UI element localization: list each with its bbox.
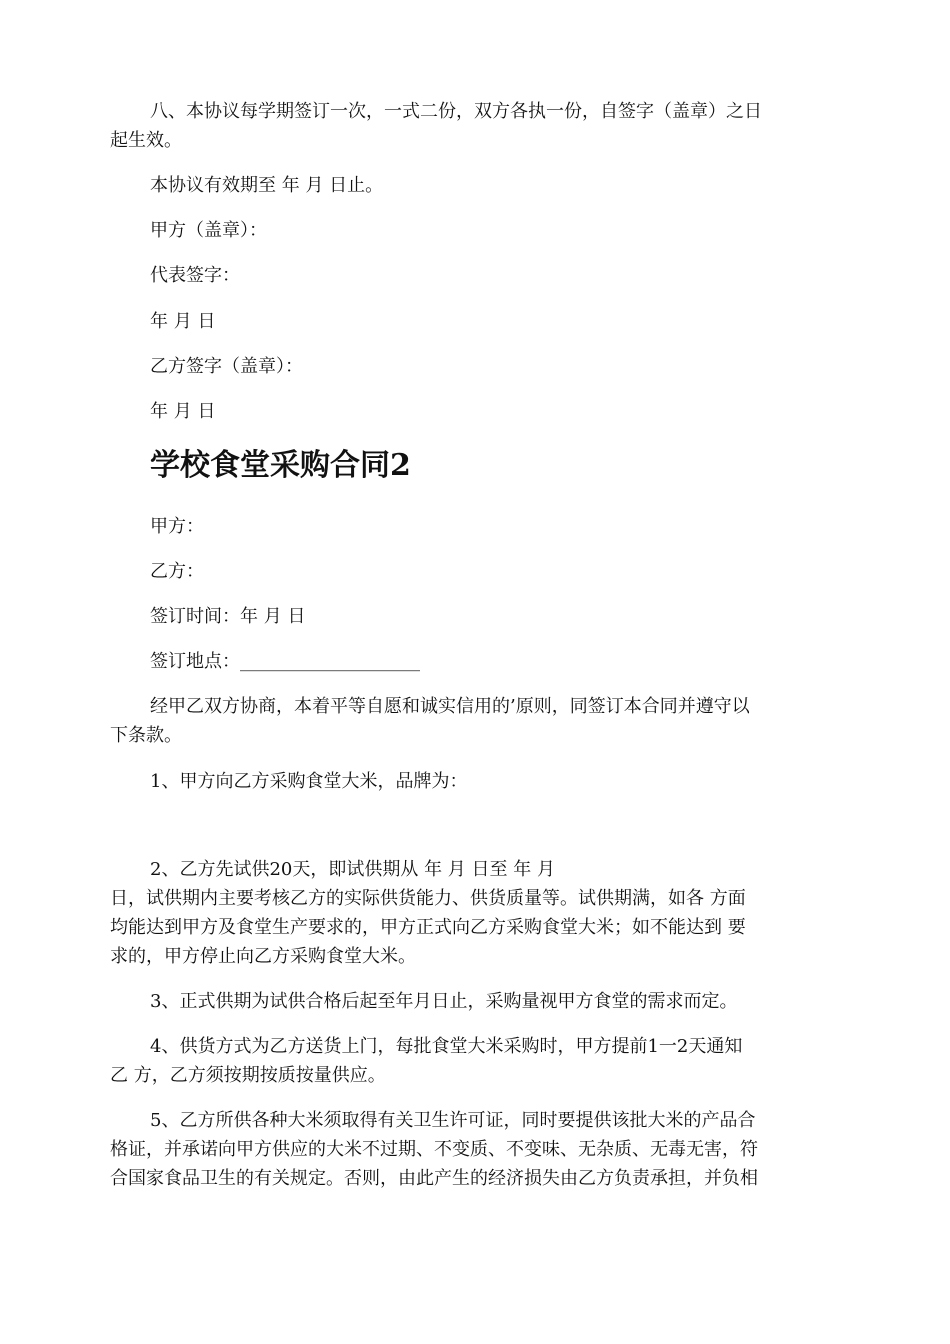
clause-4-line2: 乙 方，乙方须按期按质按量供应。 <box>110 1065 386 1086</box>
validity-text: 本协议有效期至 年 月 日止。 <box>150 175 384 196</box>
clause-2-line2: 日，试供期内主要考核乙方的实际供货能力、供货质量等。试供期满，如各 方面 <box>110 888 746 909</box>
intro-line1: 经甲乙双方协商，本着平等自愿和诚实信用的’原则，同签订本合同并遵守以 <box>150 696 750 717</box>
date-line-2: 年 月 日 <box>150 401 216 422</box>
party-b-sign-label: 乙方签字（盖章）： <box>150 356 303 377</box>
party-a-label: 甲方： <box>150 516 204 537</box>
clause-5-line1: 5、乙方所供各种大米须取得有关卫生许可证，同时要提供该批大米的产品合 <box>150 1110 756 1131</box>
clause-2-line4: 求的，甲方停止向乙方采购食堂大米。 <box>110 946 416 967</box>
clause-1: 1、甲方向乙方采购食堂大米，品牌为： <box>150 771 468 792</box>
clause-5-line3: 合国家食品卫生的有关规定。否则，由此产生的经济损失由乙方负责承担，并负相 <box>110 1168 758 1189</box>
rep-sign-label: 代表签字： <box>150 265 240 286</box>
contract-title: 学校食堂采购合同2 <box>150 448 411 483</box>
clause-2-line3: 均能达到甲方及食堂生产要求的，甲方正式向乙方采购食堂大米；如不能达到 要 <box>110 917 746 938</box>
item8-line1: 八、本协议每学期签订一次，一式二份，双方各执一份，自签字（盖章）之日 <box>150 101 762 122</box>
clause-4-line1: 4、供货方式为乙方送货上门，每批食堂大米采购时，甲方提前1一2天通知 <box>150 1036 743 1057</box>
sign-place: 签订地点：____________________ <box>150 651 420 672</box>
intro-line2: 下条款。 <box>110 725 182 746</box>
clause-2-line1: 2、乙方先试供20天，即试供期从 年 月 日至 年 月 <box>150 859 555 880</box>
item8-line2: 起生效。 <box>110 130 182 151</box>
sign-time: 签订时间：年 月 日 <box>150 606 306 627</box>
clause-5-line2: 格证，并承诺向甲方供应的大米不过期、不变质、不变味、无杂质、无毒无害，符 <box>110 1139 758 1160</box>
party-b-label: 乙方： <box>150 561 204 582</box>
clause-3: 3、正式供期为试供合格后起至年月日止，采购量视甲方食堂的需求而定。 <box>150 991 738 1012</box>
party-a-seal-label: 甲方（盖章）： <box>150 220 267 241</box>
date-line-1: 年 月 日 <box>150 311 216 332</box>
